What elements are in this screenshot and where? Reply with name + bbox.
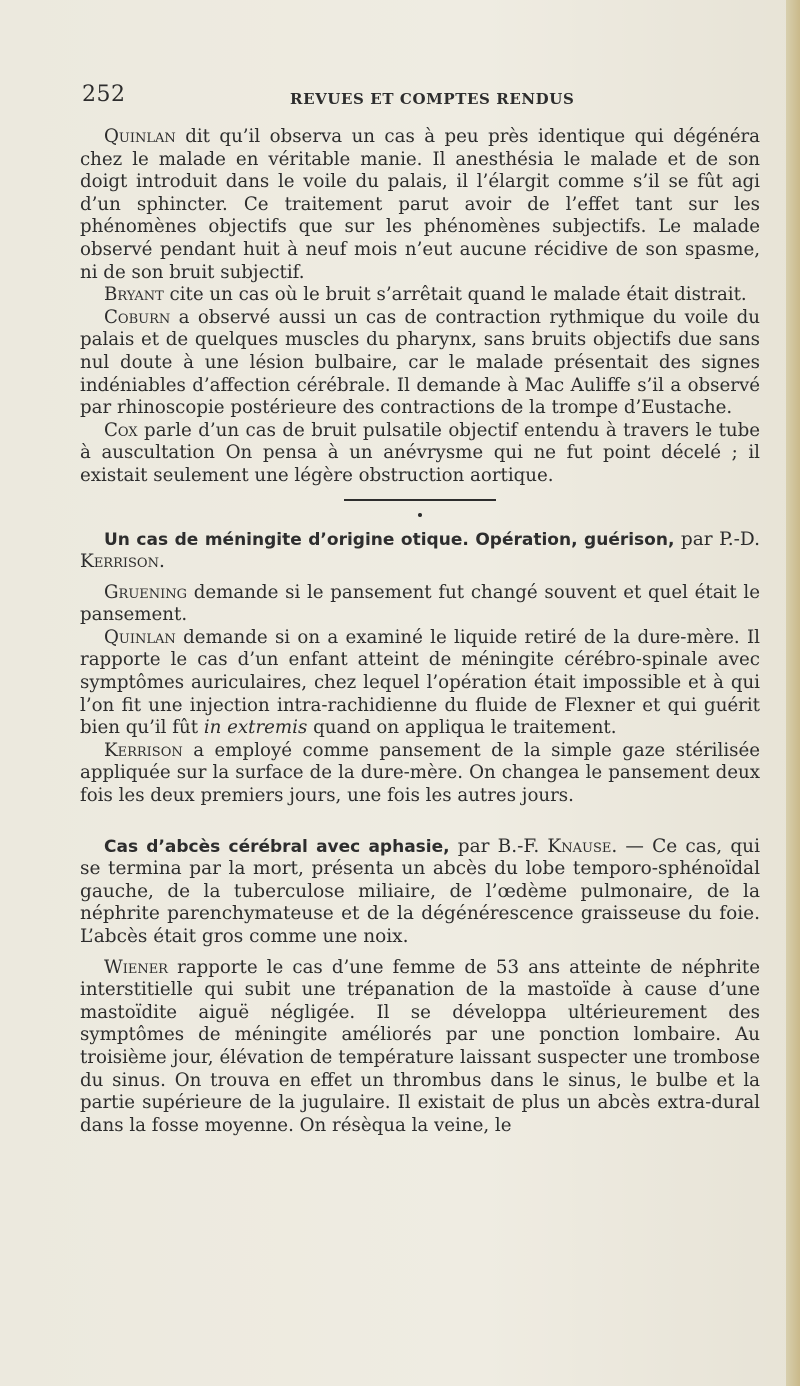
- paragraph-text: demande si on a examiné le liquide retiré de la dure-mère. Il rapporte le cas d’un enfant atteint de méningite cérébro-spinale avec symptômes auriculaires, chez lequel l’opération était impossible et à qui l’on fit une injection intra-rachidienne du fluide de Flexner et qui guérit bien qu’il fût: [80, 626, 760, 739]
- page-header: [82, 82, 762, 112]
- paragraph-text: rapporte le cas d’une femme de 53 ans atteinte de néphrite interstitielle qui subit une trépanation de la mastoïde à cause d’une mastoïdite aiguë négligée. Il se développa ultérieurement des symptômes de méningite améliorés par une ponction lombaire. Au troisième jour, élévation de température laissant suspecter une trombose du sinus. On trouva en effet un thrombus dans le sinus, le bulbe et la partie supérieure de la jugulaire. Il existait de plus un abcès extra-dural dans la fosse moyenne. On résèqua la veine, le: [80, 956, 760, 1136]
- paragraph: [80, 126, 760, 284]
- section-divider: [344, 499, 496, 501]
- body-text: [80, 126, 760, 1137]
- speaker-name: Kerrison: [104, 739, 183, 761]
- article-author: P.-D. Kerrison: [80, 528, 760, 573]
- paragraph: [80, 957, 760, 1138]
- speaker-name: Quinlan: [104, 626, 176, 648]
- speaker-name: Wiener: [104, 956, 168, 978]
- speaker-name: Quinlan: [104, 126, 176, 147]
- article-title: Un cas de méningite d’origine otique. Opération, guérison,: [104, 529, 675, 550]
- paragraph: [80, 740, 760, 808]
- speaker-name: Bryant: [104, 284, 164, 306]
- divider-dot: [418, 513, 422, 517]
- paragraph-text: a employé comme pansement de la simple gaze stérilisée appliquée sur la surface de la dure-mère. On changea le pansement deux fois les deux premiers jours, une fois les autres jours.: [80, 739, 760, 807]
- article-heading: [80, 529, 760, 574]
- paragraph: [80, 582, 760, 627]
- paragraph-text: cite un cas où le bruit s’arrêtait quand le malade était distrait.: [163, 284, 747, 306]
- paragraph-text: dit qu’il observa un cas à peu près identique qui dégénéra chez le malade en véritable manie. Il anesthésia le malade et de son doigt introduit dans le voile du palais, il l’élargit comme s’il se fût agi d’un sphincter. Ce traitement parut avoir de l’effet tant sur les phénomènes objectifs que sur les phénomènes subjectifs. Le malade observé pendant huit à neuf mois n’eut aucune récidive de son spasme, ni de son bruit subjectif.: [80, 126, 760, 283]
- article-author: Knause: [547, 835, 612, 857]
- speaker-name: Cox: [104, 419, 138, 441]
- article-by: par: [674, 528, 720, 550]
- article-heading: [80, 836, 760, 949]
- paragraph-text-end: quand on appliqua le traitement.: [307, 717, 617, 739]
- paragraph: [80, 627, 760, 740]
- page-number: 252: [82, 82, 126, 107]
- paragraph-text: demande si le pansement fut changé souvent et quel était le pansement.: [80, 581, 760, 626]
- section-spacer: [80, 808, 760, 836]
- article-author-end: .: [158, 551, 165, 573]
- page-edge: [786, 0, 800, 1386]
- article-summary: . — Ce cas, qui se termina par la mort, présenta un abcès du lobe temporo-sphénoïdal gauche, de la tuberculose miliaire, de l’œdème pulmonaire, de la néphrite parenchymateuse et de la dégénérescence graisseuse du foie. L’abcès était gros comme une noix.: [80, 835, 760, 947]
- paragraph: [80, 284, 760, 307]
- paragraph: [80, 420, 760, 488]
- speaker-name: Gruening: [104, 581, 188, 603]
- paragraph-text: parle d’un cas de bruit pulsatile objectif entendu à travers le tube à auscultation On pensa à un anévrysme qui ne fut point décelé ; il existait seulement une légère obstruction aortique.: [80, 419, 760, 486]
- article-by: par B.-F.: [449, 835, 548, 857]
- italic-text: in extremis: [203, 717, 308, 739]
- running-title: REVUES ET COMPTES RENDUS: [290, 90, 575, 108]
- paragraph-text: a observé aussi un cas de contraction rythmique du voile du palais et de quelques muscles du pharynx, sans bruits objectifs due sans nul doute à une lésion bulbaire, car le malade présentait des signes indéniables d’affection cérébrale. Il demande à Mac Auliffe s’il a observé par rhinoscopie postérieure des contractions de la trompe d’Eustache.: [80, 306, 760, 419]
- speaker-name: Coburn: [104, 306, 171, 328]
- article-title: Cas d’abcès cérébral avec aphasie,: [104, 836, 450, 857]
- paragraph: [80, 307, 760, 420]
